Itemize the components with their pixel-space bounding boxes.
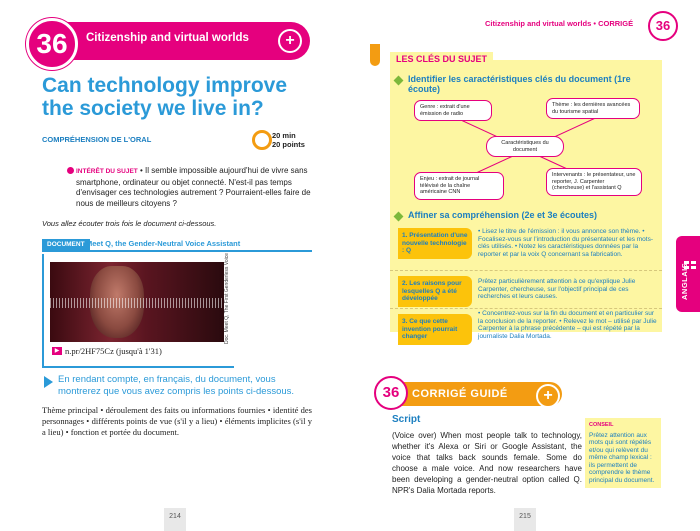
chapter-number: 36 — [26, 18, 78, 70]
conseil-label: CONSEIL — [589, 422, 614, 428]
subject-tab-label: ANGLAIS — [680, 262, 689, 300]
arrow-icon — [44, 376, 53, 388]
page-number: 215 — [514, 508, 536, 531]
conseil-text: Prêtez attention aux mots qui sont répétés et/ou qui relèvent du même champ lexical : ils permettent de comprendre le thème principal du document. — [589, 431, 655, 484]
node-genre: Genre : extrait d'une émission de radio — [414, 100, 492, 121]
interest-text: • Il semble impossible aujourd'hui de vivre sans smartphone, ordinateur ou objet connecté. N'est-il pas temps d'envisager ces technologies autrement ? Pourraient-elles faire de nous de meilleurs citoyens ? — [76, 166, 311, 208]
section-label: COMPRÉHENSION DE L'ORAL — [42, 135, 152, 144]
running-header: Citizenship and virtual worlds • CORRIGÉ — [485, 19, 634, 28]
listening-instruction: Vous allez écouter trois fois le document ci-dessous. — [42, 219, 217, 228]
video-still[interactable] — [50, 262, 224, 342]
orange-tab — [370, 44, 380, 66]
timer-points: 20 points — [272, 140, 305, 149]
timer-info — [272, 131, 305, 149]
interest-label: INTÉRÊT DU SUJET — [76, 168, 138, 175]
step-label-1: 1. Présentation d'une nouvelle technologie : Q — [398, 228, 472, 259]
heading-identify: Identifier les caractéristiques clés du document (1re écoute) — [408, 74, 631, 94]
step-text-3: • Concentrez-vous sur la fin du document et en particulier sur la conclusion de la reporter. • Relevez le mot – utilisé par Julie Carpenter à la phrase précédente – qui est répété par la journaliste Dalia Mortada. — [478, 310, 657, 340]
timer-duration: 20 min — [272, 131, 296, 140]
theme-points: Thème principal • déroulement des faits ou informations fournies • identité des personnages • différents points de vue (s'il y a lieu) • éléments implicites (s'il y a lieu) • fonction et portée du document. — [42, 405, 312, 437]
interest-block — [76, 166, 312, 209]
page-number: 214 — [164, 508, 186, 531]
divider — [390, 270, 662, 271]
corrige-label: CORRIGÉ GUIDÉ — [412, 388, 508, 400]
step-text-1: • Lisez le titre de l'émission : il vous annonce son thème. • Focalisez-vous sur l'introduction du présentateur et les mots-clés utilisés. • Notez les caractéristiques données par la reporter et par la voix Q concernant sa fabrication. — [478, 228, 654, 258]
running-header-title: Citizenship and virtual worlds — [485, 19, 592, 28]
step-label-3: 3. Ce que cette invention pourrait changer — [398, 314, 472, 345]
cles-label: LES CLÉS DU SUJET — [390, 52, 493, 66]
video-credit: Doc. Meet Q, The First Genderless Voice — [224, 252, 230, 344]
soundwave — [50, 298, 224, 308]
node-intervenants: Intervenants : le présentateur, une reporter, J. Carpenter (chercheuse) et l'assistant Q — [546, 168, 642, 196]
plus-icon: + — [278, 29, 302, 53]
timer-icon — [252, 130, 272, 150]
document-title: Meet Q, the Gender-Neutral Voice Assistant — [86, 239, 241, 248]
node-enjeu: Enjeu : extrait de journal télévisé de la chaîne américaine CNN — [414, 172, 504, 200]
right-page — [350, 0, 700, 531]
step-label-2: 2. Les raisons pour lesquelles Q a été développée — [398, 276, 472, 307]
page-title: Can technology improve the society we live in? — [42, 74, 288, 120]
script-title: Script — [392, 414, 421, 425]
chapter-number-badge: 36 — [648, 11, 678, 41]
conseil-box — [585, 418, 661, 488]
corrige-number: 36 — [374, 376, 408, 410]
node-theme: Thème : les dernières avancées du tourisme spatial — [546, 98, 640, 119]
plus-icon: + — [536, 384, 560, 408]
play-icon: ▶ — [52, 347, 62, 355]
heading-refine: Affiner sa compréhension (2e et 3e écoutes) — [408, 210, 598, 220]
bullet-icon — [67, 167, 74, 174]
video-link[interactable]: n.pr/2HF75Cz (jusqu'à 1'31) — [65, 346, 162, 356]
task-instruction: En rendant compte, en français, du document, vous montrerez que vous avez compris les points ci-dessous. — [58, 374, 295, 397]
chapter-title: Citizenship and virtual worlds — [86, 32, 249, 44]
script-text: (Voice over) When most people talk to technology, whether it's Alexa or Siri or Google Assistant, the voice that talks back sounds female. Some do choose a male voice. And now researchers have been developing a gender-neutral option called Q. NPR's Dalia Mortada reports. — [392, 431, 582, 495]
node-center: Caractéristiques du document — [486, 136, 564, 157]
running-header-suffix: CORRIGÉ — [598, 19, 634, 28]
document-tag: DOCUMENT — [42, 239, 90, 250]
divider — [390, 308, 662, 309]
step-text-2: Prêtez particulièrement attention à ce qu'explique Julie Carpenter, chercheuse, sur l'objectif principal de ces recherches et leurs causes. — [478, 278, 636, 300]
